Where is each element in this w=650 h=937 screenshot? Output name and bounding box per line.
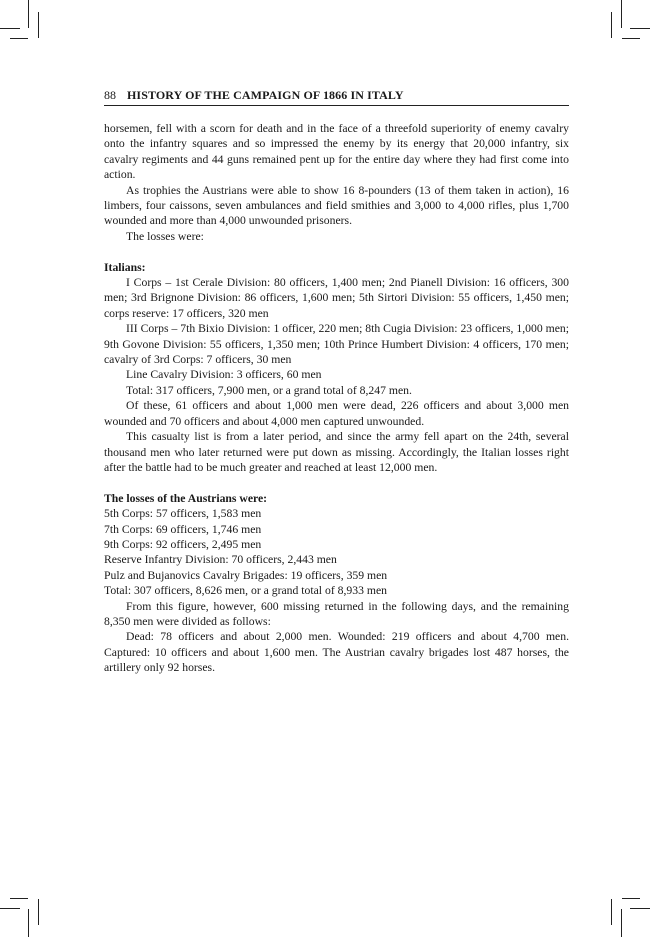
running-title: HISTORY OF THE CAMPAIGN OF 1866 IN ITALY [127,88,404,102]
paragraph: Total: 317 officers, 7,900 men, or a grand total of 8,247 men. [126,383,412,397]
blank-line [104,475,569,490]
running-header [104,88,569,106]
paragraph: horsemen, fell with a scorn for death and in the face of a threefold superiority of enemy cavalry onto the infantry squares and so impressed the enemy by its energy that 20,000 infantry, six cavalry regiments and 44 guns remained pent up for the entire day where they had first come into action. [104,122,569,182]
list-item: 9th Corps: 92 officers, 2,495 men [104,537,262,551]
paragraph: Dead: 78 officers and about 2,000 men. Wounded: 219 officers and about 4,700 men. Captured: 10 officers and about 1,600 men. The Austrian cavalry brigades lost 487 horses, the artillery only 92 horses. [104,630,569,675]
paragraph: Line Cavalry Division: 3 officers, 60 men [126,368,322,382]
blank-line [104,244,569,259]
paragraph: This casualty list is from a later period, and since the army fell apart on the 24th, several thousand men who later returned were put down as missing. Accordingly, the Italian losses right after the battle had to be much greater and reached at least 12,000 men. [104,430,569,474]
paragraph: The losses were: [126,229,204,243]
paragraph: I Corps – 1st Cerale Division: 80 officers, 1,400 men; 2nd Pianell Division: 16 officers, 300 men; 3rd Brignone Division: 86 officers, 1,600 men; 5th Sirtori Division: 55 officers, 1,450 men; corps reserve: 17 officers, 320 men [104,276,569,320]
section-heading-austrians: The losses of the Austrians were: [104,491,268,505]
section-heading-italians: Italians: [104,260,146,274]
page-number: 88 [104,88,116,102]
paragraph: As trophies the Austrians were able to show 16 8-pounders (13 of them taken in action), 16 limbers, four caissons, seven ambulances and field smithies and 3,000 to 4,000 rifles, plus 1,700 wounded and more than 4,000 unwounded prisoners. [104,183,569,228]
paragraph: Of these, 61 officers and about 1,000 men were dead, 226 officers and about 3,000 men wounded and 70 officers and about 4,000 men captured unwounded. [104,399,569,428]
paragraph: From this figure, however, 600 missing returned in the following days, and the remaining 8,350 men were divided as follows: [104,599,569,628]
list-item: 7th Corps: 69 officers, 1,746 men [104,522,262,536]
paragraph: III Corps – 7th Bixio Division: 1 officer, 220 men; 8th Cugia Division: 23 officers, 1,000 men; 9th Govone Division: 55 officers, 1,350 men; 10th Prince Humbert Division: 4 officers, 170 men; cavalry of 3rd Corps: 7 officers, 30 men [104,322,569,367]
page-body [104,121,569,676]
list-item: Pulz and Bujanovics Cavalry Brigades: 19 officers, 359 men [104,568,388,582]
list-item: Total: 307 officers, 8,626 men, or a grand total of 8,933 men [104,584,387,598]
list-item: 5th Corps: 57 officers, 1,583 men [104,507,262,521]
list-item: Reserve Infantry Division: 70 officers, 2,443 men [104,553,337,567]
